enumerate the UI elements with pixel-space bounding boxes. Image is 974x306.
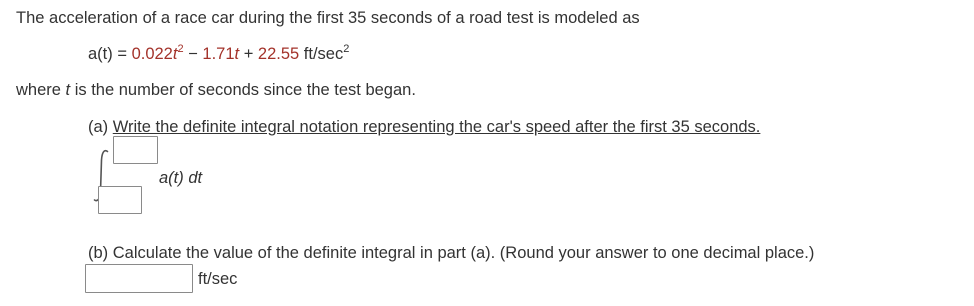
part-b-prompt: (b) Calculate the value of the definite integral in part (a). (Round your answer to one decimal place.) bbox=[88, 244, 815, 262]
where-suffix: is the number of seconds since the test began. bbox=[70, 81, 416, 99]
integrand-text: a(t) dt bbox=[159, 169, 203, 187]
lower-limit-input[interactable] bbox=[98, 186, 142, 214]
formula-unit: ft/sec bbox=[299, 45, 344, 63]
problem-intro: The acceleration of a race car during the first 35 seconds of a road test is modeled as bbox=[16, 9, 640, 27]
formula-variable-1: t bbox=[172, 45, 178, 63]
part-a-text: Write the definite integral notation representing the car's speed after the first 35 seconds. bbox=[112, 118, 761, 136]
part-a-label: (a) bbox=[88, 118, 113, 136]
formula-coefficient-2: 1.71 bbox=[202, 45, 235, 63]
variable-definition bbox=[16, 80, 416, 100]
upper-limit-input[interactable] bbox=[113, 136, 158, 164]
formula-lhs: a(t) = bbox=[88, 45, 132, 63]
formula-minus: − bbox=[183, 45, 203, 63]
formula-exponent-1: 2 bbox=[177, 42, 184, 55]
formula-plus: + bbox=[239, 45, 258, 63]
acceleration-formula bbox=[88, 44, 349, 64]
formula-unit-exponent: 2 bbox=[343, 42, 350, 55]
where-variable: t bbox=[65, 81, 71, 99]
part-a-prompt bbox=[88, 117, 760, 137]
formula-constant: 22.55 bbox=[257, 45, 300, 63]
where-prefix: where bbox=[16, 81, 66, 99]
formula-coefficient-1: 0.022 bbox=[131, 45, 173, 63]
answer-input[interactable] bbox=[85, 264, 193, 293]
formula-variable-2: t bbox=[234, 45, 240, 63]
answer-unit: ft/sec bbox=[198, 270, 238, 288]
